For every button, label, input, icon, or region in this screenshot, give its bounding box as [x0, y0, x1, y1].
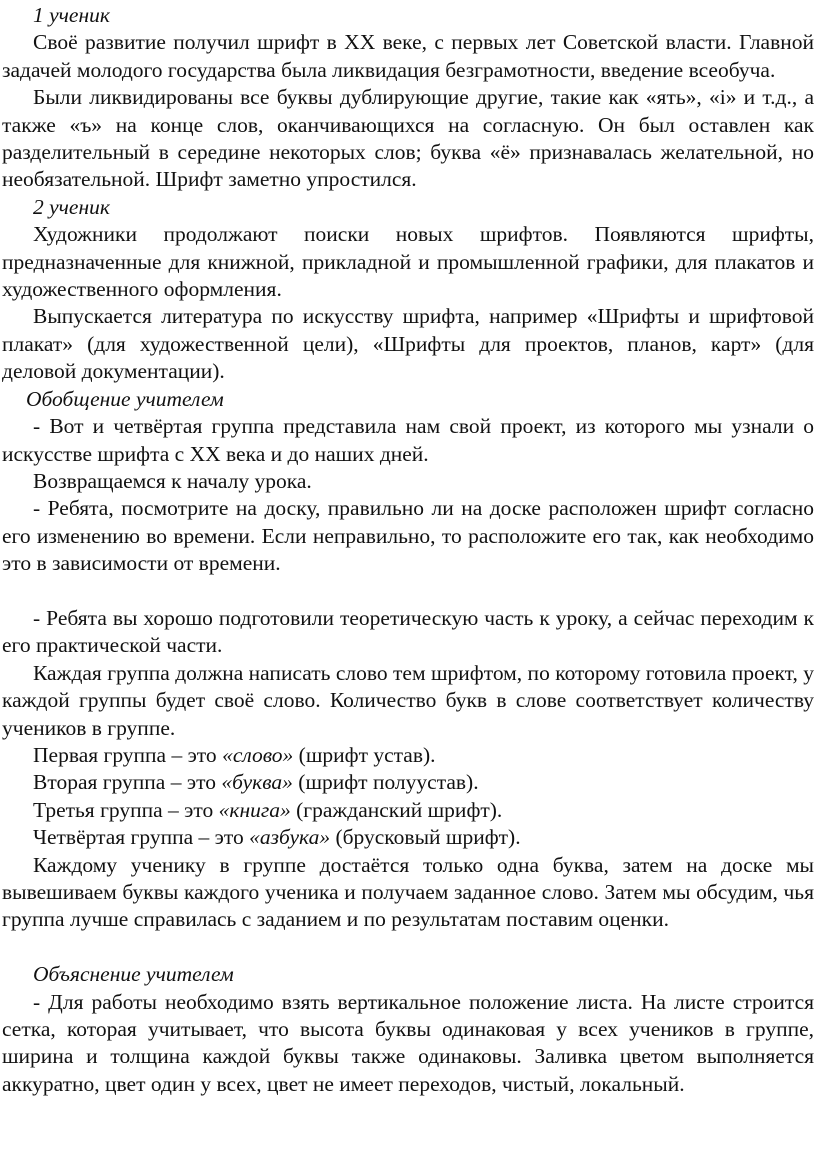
group-text: (шрифт полуустав).	[292, 770, 479, 795]
blank-line	[2, 934, 814, 961]
group-text: (шрифт устав).	[293, 742, 436, 767]
group-line-2	[2, 769, 814, 796]
paragraph: Своё развитие получил шрифт в XX веке, с первых лет Советской власти. Главной задачей молодого государства была ликвидация безграмотности, введение всеобуча.	[2, 30, 814, 82]
group-text: Первая группа – это	[33, 742, 223, 767]
paragraph: Выпускается литература по искусству шрифта, например «Шрифты и шрифтовой плакат» (для художественной цели), «Шрифты для проектов, планов, карт» (для деловой документации).	[2, 304, 814, 384]
group-text: Вторая группа – это	[33, 770, 222, 795]
heading-teacher-summary: Обобщение учителем	[26, 386, 224, 411]
group-word: «книга»	[218, 797, 291, 822]
paragraph: Возвращаемся к началу урока.	[33, 468, 312, 493]
paragraph: - Ребята, посмотрите на доску, правильно ли на доске расположен шрифт согласно его изменению во времени. Если неправильно, то расположите его так, как необходимо это в зависимости от времени.	[2, 496, 814, 576]
group-text: (гражданский шрифт).	[290, 797, 503, 822]
heading-teacher-explanation: Объяснение учителем	[33, 962, 234, 987]
group-text: Третья группа – это	[33, 797, 219, 822]
group-line-3	[2, 797, 814, 824]
group-word: «азбука»	[249, 825, 331, 850]
paragraph: Каждая группа должна написать слово тем шрифтом, по которому готовила проект, у каждой группы будет своё слово. Количество букв в слове соответствует количеству учеников в группе.	[2, 660, 814, 740]
group-line-1	[2, 742, 814, 769]
paragraph: Каждому ученику в группе достаётся только одна буква, затем на доске мы вывешиваем буквы каждого ученика и получаем заданное слово. Затем мы обсудим, чья группа лучше справилась с заданием и по результатам поставим оценки.	[2, 852, 814, 932]
group-word: «слово»	[222, 742, 294, 767]
group-text: (брусковый шрифт).	[330, 825, 521, 850]
paragraph: - Вот и четвёртая группа представила нам свой проект, из которого мы узнали о искусстве шрифта с XX века и до наших дней.	[2, 414, 814, 466]
paragraph: - Ребята вы хорошо подготовили теоретическую часть к уроку, а сейчас переходим к его практической части.	[2, 605, 814, 658]
heading-student-1: 1 ученик	[33, 3, 110, 27]
paragraph: Были ликвидированы все буквы дублирующие другие, такие как «ять», «і» и т.д., а также «ъ» на конце слов, оканчивающихся на согласную. Он был оставлен как разделительный в середине некоторых слов; буква «ё» признавалась желательной, но необязательной. Шрифт заметно упростился.	[2, 85, 814, 192]
group-text: Четвёртая группа – это	[33, 825, 250, 850]
paragraph: - Для работы необходимо взять вертикальное положение листа. На листе строится сетка, которая учитывает, что высота буквы одинаковая у всех учеников в группе, ширина и толщина каждой буквы также одинаковы. Заливка цветом выполняется аккуратно, цвет один у всех, цвет не имеет переходов, чистый, локальный.	[2, 989, 814, 1096]
group-word: «буква»	[221, 770, 293, 795]
paragraph: Художники продолжают поиски новых шрифтов. Появляются шрифты, предназначенные для книжной, прикладной и промышленной графики, для плакатов и художественного оформления.	[2, 222, 814, 302]
heading-student-2: 2 ученик	[33, 194, 110, 219]
group-line-4	[2, 824, 814, 851]
blank-line	[2, 578, 814, 605]
